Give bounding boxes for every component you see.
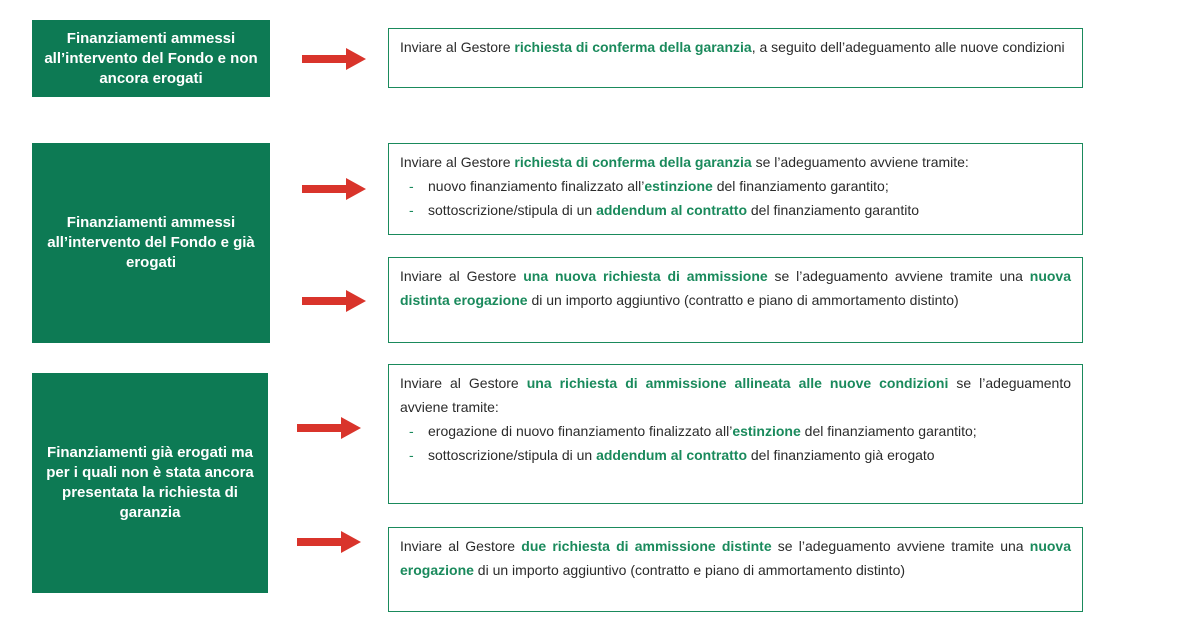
arrow-right-icon — [297, 415, 361, 441]
condition-list — [400, 174, 1071, 222]
arrow-right-icon — [302, 176, 366, 202]
arrow-right-icon — [302, 46, 366, 72]
list-item: - sottoscrizione/stipula di un addendum al contratto del finanziamento già erogato — [400, 443, 1071, 467]
action-text: Inviare al Gestore due richiesta di ammissione distinte se l’adeguamento avviene tramite una nuova erogazione di un importo aggiuntivo (contratto e piano di ammortamento distinto) — [400, 538, 1071, 578]
arrow-right-icon — [302, 288, 366, 314]
action-text: Inviare al Gestore una richiesta di ammissione allineata alle nuove condizioni se l’adeguamento avviene tramite: — [400, 375, 1072, 415]
action-box — [388, 28, 1083, 88]
list-item: - erogazione di nuovo finanziamento finalizzato all’estinzione del finanziamento garantito; — [400, 419, 1071, 443]
category-label: Finanziamenti ammessi all’intervento del Fondo e già erogati — [47, 214, 255, 271]
action-box — [388, 364, 1083, 504]
arrow-right-icon — [297, 529, 361, 555]
action-box — [388, 257, 1083, 343]
condition-list — [400, 419, 1071, 467]
action-box — [388, 143, 1083, 235]
category-label: Finanziamenti ammessi all’intervento del Fondo e non ancora erogati — [44, 29, 258, 87]
action-box — [388, 527, 1083, 612]
category-box-disbursed — [32, 143, 270, 343]
list-item: - sottoscrizione/stipula di un addendum al contratto del finanziamento garantito — [400, 198, 1071, 222]
category-label: Finanziamenti già erogati ma per i quali non è stata ancora presentata la richiesta di garanzia — [46, 444, 254, 521]
list-item: - nuovo finanziamento finalizzato all’estinzione del finanziamento garantito; — [400, 174, 1071, 198]
action-text: Inviare al Gestore richiesta di conferma della garanzia se l’adeguamento avviene tramite: — [400, 154, 969, 170]
action-text: Inviare al Gestore richiesta di conferma della garanzia, a seguito dell’adeguamento alle nuove condizioni — [400, 39, 1065, 55]
category-box-not-disbursed — [32, 20, 270, 97]
category-box-no-guarantee-request — [32, 373, 268, 593]
action-text: Inviare al Gestore una nuova richiesta di ammissione se l’adeguamento avviene tramite una nuova distinta erogazione di un importo aggiuntivo (contratto e piano di ammortamento distinto) — [400, 268, 1071, 308]
